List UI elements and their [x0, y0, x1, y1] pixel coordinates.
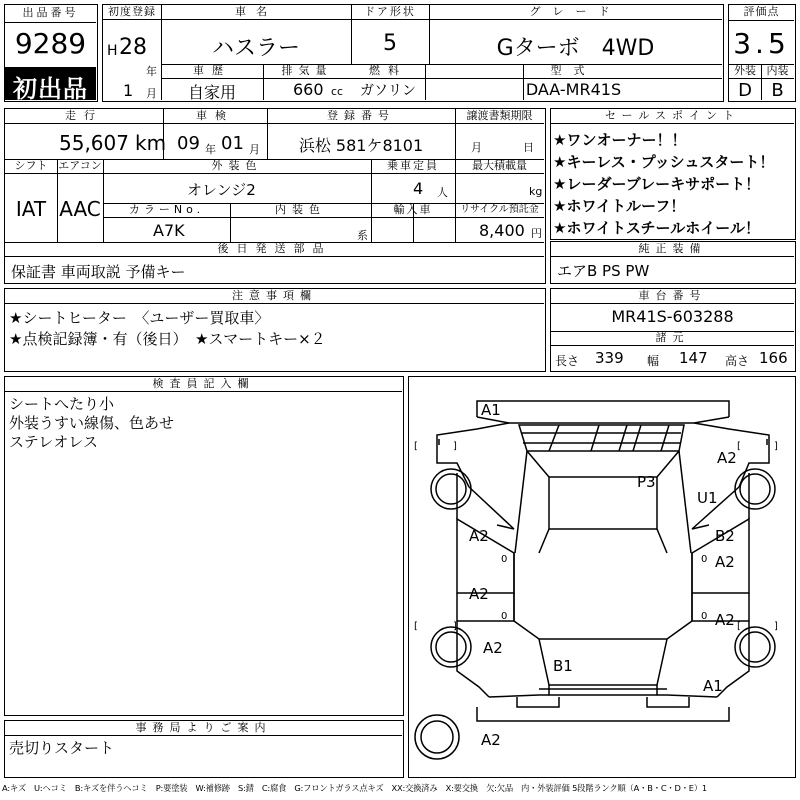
- max-load-unit: kg: [529, 185, 543, 198]
- svg-text:]: ]: [453, 441, 457, 452]
- transfer-header: 譲渡書類期限: [466, 109, 533, 122]
- displacement-unit: cc: [331, 85, 344, 98]
- inspector-line: シートへたり小: [9, 395, 115, 413]
- damage-mark: A2: [481, 731, 501, 749]
- caution-box: [4, 288, 546, 372]
- score-value: 3.5: [733, 27, 790, 60]
- damage-mark: A2: [715, 611, 735, 629]
- legend: A:キズ U:ヘコミ B:キズを伴うヘコミ P:要塗装 W:補修跡 S:錆 C:腐食 G:フロントガラス点キズ XX:交換済み X:要交換 欠:欠品 内・外装評価 5段階ランク順（A・B・C・D・E）1: [2, 783, 708, 793]
- chassis-box: [550, 288, 796, 372]
- svg-text:]: ]: [774, 621, 778, 632]
- recycle-header: リサイクル預託金: [460, 204, 539, 215]
- inspection-month: 01: [221, 133, 244, 154]
- svg-text:[: [: [414, 441, 418, 452]
- first-reg-era: H: [107, 43, 118, 59]
- top-info-table: [102, 4, 724, 102]
- later-parts-header: 後日発送部品: [217, 242, 332, 255]
- chassis-header: 車台番号: [638, 289, 707, 302]
- damage-mark: P3: [637, 473, 656, 491]
- width-value: 147: [679, 349, 708, 367]
- inspector-box: [4, 376, 404, 716]
- office-value: 売切りスタート: [9, 739, 115, 757]
- int-color-header: 内装色: [275, 203, 326, 216]
- damage-mark: A2: [715, 553, 735, 571]
- caution-line: ★シートヒーター 〈ユーザー買取車〉: [9, 309, 270, 327]
- recycle-value: 8,400: [479, 221, 525, 240]
- displacement-value: 660: [293, 80, 324, 99]
- damage-mark: U1: [697, 489, 718, 507]
- mileage-value: 55,607: [59, 131, 129, 155]
- lot-cell: [4, 4, 98, 102]
- sales-point: ★ホワイトルーフ！: [553, 197, 686, 215]
- ext-color-value: オレンジ2: [187, 181, 256, 199]
- svg-text:0: 0: [501, 554, 508, 565]
- damage-diagram: [408, 376, 796, 778]
- office-header: 事務局よりご案内: [135, 721, 272, 734]
- equipment-box: [550, 241, 796, 284]
- car-outline-diagram: [409, 377, 794, 776]
- mileage-header: 走行: [65, 109, 103, 122]
- sales-point: ★ホワイトスチールホイール！: [553, 219, 760, 237]
- inspection-year: 09: [177, 133, 200, 154]
- history-value: 自家用: [187, 83, 236, 102]
- inspection-month-unit: 月: [249, 143, 260, 156]
- car-name-header: 車名: [235, 5, 277, 18]
- lot-number: 9289: [14, 27, 87, 60]
- caution-header: 注意事項欄: [232, 289, 317, 302]
- doors-header: ドア形状: [364, 5, 416, 18]
- svg-text:0: 0: [701, 554, 708, 565]
- score-header: 評価点: [743, 5, 780, 18]
- shift-header: シフト: [14, 159, 48, 172]
- equipment-header: 純正装備: [638, 242, 707, 255]
- svg-text:[: [: [737, 441, 741, 452]
- first-listing-label: 初出品: [13, 75, 88, 103]
- svg-text:[: [: [414, 621, 418, 632]
- lot-header: 出品番号: [22, 6, 79, 19]
- damage-mark: A2: [469, 585, 489, 603]
- damage-mark: B2: [715, 527, 735, 545]
- inspector-line: ステレオレス: [9, 433, 98, 451]
- office-box: [4, 720, 404, 778]
- car-name: ハスラー: [211, 36, 300, 61]
- svg-text:]: ]: [453, 621, 457, 632]
- dims-header: 諸元: [655, 331, 690, 344]
- interior-score: B: [771, 80, 784, 101]
- exterior-header: 外装: [734, 64, 756, 77]
- interior-header: 内装: [766, 64, 789, 77]
- shift-value: IAT: [15, 197, 47, 221]
- int-color-unit: 系: [357, 229, 368, 242]
- transfer-month-unit: 月: [471, 141, 482, 154]
- model-value: DAA-MR41S: [525, 80, 622, 99]
- recycle-unit: 円: [531, 227, 542, 240]
- inspection-header: 車検: [196, 109, 234, 122]
- color-no-header: カラーNo.: [128, 203, 205, 216]
- damage-mark: A1: [703, 677, 723, 695]
- plate-header: 登録番号: [327, 109, 395, 122]
- color-no-value: A7K: [153, 221, 185, 240]
- mileage-unit: km: [135, 131, 167, 155]
- exterior-score: D: [738, 80, 752, 101]
- capacity-value: 4: [413, 179, 424, 198]
- fuel-header: 燃料: [369, 64, 407, 77]
- equipment-value: エアB PS PW: [557, 262, 650, 280]
- damage-mark: A2: [717, 449, 737, 467]
- grade-value: Gターボ 4WD: [496, 36, 655, 61]
- first-reg-header: 初度登録: [108, 5, 156, 18]
- damage-mark: B1: [553, 657, 573, 675]
- inspector-header: 検査員記入欄: [152, 377, 255, 390]
- length-label: 長さ: [555, 354, 580, 368]
- first-reg-year-unit: 年: [146, 65, 157, 78]
- capacity-header: 乗車定員: [387, 159, 439, 172]
- height-label: 高さ: [725, 354, 750, 368]
- caution-line: ★点検記録簿・有（後日） ★スマートキー×２: [9, 330, 326, 348]
- score-cell: [728, 4, 796, 102]
- height-value: 166: [759, 349, 788, 367]
- fuel-value: ガソリン: [360, 83, 416, 99]
- grade-header: グレード: [529, 5, 622, 18]
- damage-mark: A2: [483, 639, 503, 657]
- transfer-day-unit: 日: [523, 141, 534, 154]
- width-label: 幅: [647, 354, 660, 368]
- ext-color-header: 外装色: [211, 159, 263, 172]
- sales-point: ★キーレス・プッシュスタート！: [553, 153, 775, 171]
- svg-text:0: 0: [701, 611, 708, 622]
- sales-points-box: [550, 108, 796, 240]
- history-header: 車歴: [193, 64, 231, 77]
- first-reg-year: 28: [119, 35, 147, 60]
- svg-text:[: [: [737, 621, 741, 632]
- vehicle-data-table: [4, 108, 546, 284]
- inspection-year-unit: 年: [205, 143, 216, 156]
- sales-point: ★ワンオーナー！！: [553, 131, 687, 149]
- first-reg-month-unit: 月: [146, 87, 157, 100]
- damage-mark: A1: [481, 401, 501, 419]
- sales-points-list: [553, 129, 774, 239]
- capacity-unit: 人: [437, 186, 448, 199]
- inspector-line: 外装うすい線傷、色あせ: [9, 414, 175, 432]
- sales-point: ★レーダーブレーキサポート！: [553, 175, 761, 193]
- aircon-header: エアコン: [58, 159, 102, 172]
- later-parts-value: 保証書 車両取説 予備キー: [11, 263, 186, 281]
- model-header: 型式: [550, 64, 597, 77]
- damage-mark: A2: [469, 527, 489, 545]
- aircon-value: AAC: [59, 197, 101, 221]
- max-load-header: 最大積載量: [472, 159, 527, 172]
- svg-text:]: ]: [774, 441, 778, 452]
- sales-points-header: セールスポイント: [604, 109, 740, 122]
- displacement-header: 排気量: [281, 64, 333, 77]
- first-reg-month: 1: [123, 81, 134, 100]
- doors-value: 5: [383, 31, 397, 56]
- import-header: 輸入車: [393, 203, 433, 216]
- plate-value: 浜松 581ケ8101: [298, 136, 424, 155]
- chassis-value: MR41S-603288: [611, 307, 734, 326]
- length-value: 339: [595, 349, 624, 367]
- svg-text:0: 0: [501, 611, 508, 622]
